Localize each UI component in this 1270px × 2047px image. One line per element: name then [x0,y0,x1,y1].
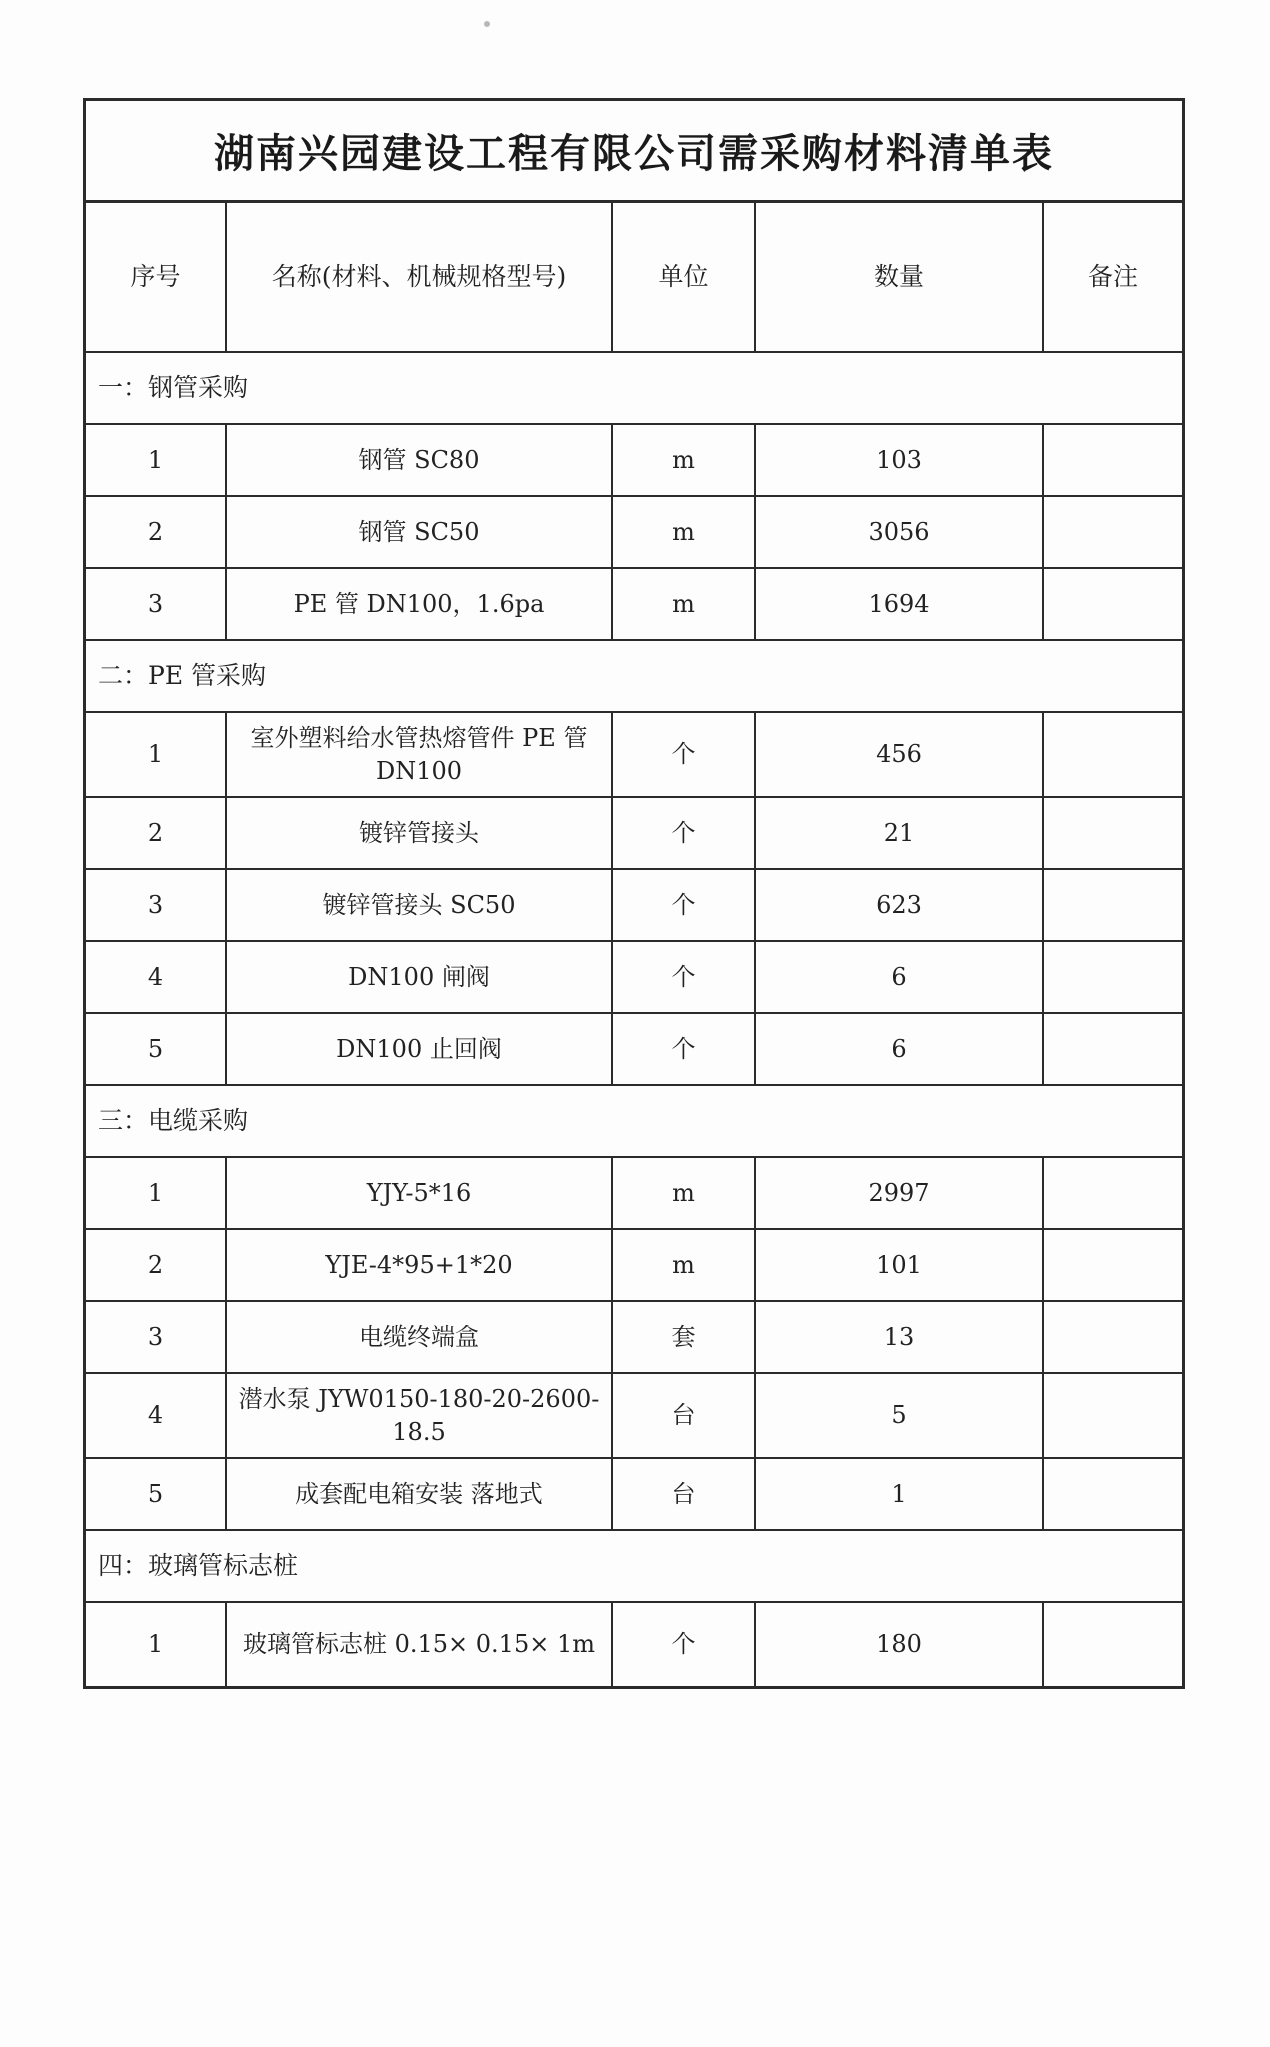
cell-unit: m [612,424,755,496]
cell-no: 4 [86,941,226,1013]
cell-remark [1043,712,1182,797]
cell-qty: 103 [755,424,1043,496]
header-no: 序号 [86,203,226,352]
cell-no: 1 [86,1602,226,1686]
cell-name: YJY-5*16 [226,1157,612,1229]
cell-qty: 3056 [755,496,1043,568]
section-heading: 三：电缆采购 [86,1085,1182,1157]
cell-qty: 623 [755,869,1043,941]
cell-no: 2 [86,1229,226,1301]
cell-no: 1 [86,424,226,496]
table-row [86,712,1182,797]
cell-unit: m [612,496,755,568]
cell-qty: 6 [755,1013,1043,1085]
section-heading: 二：PE 管采购 [86,640,1182,712]
cell-unit: 个 [612,1602,755,1686]
table-row [86,1602,1182,1686]
cell-qty: 6 [755,941,1043,1013]
cell-no: 3 [86,568,226,640]
table-row [86,424,1182,496]
cell-remark [1043,1373,1182,1458]
cell-qty: 456 [755,712,1043,797]
section-heading: 一：钢管采购 [86,352,1182,424]
cell-remark [1043,1013,1182,1085]
cell-remark [1043,424,1182,496]
cell-name: DN100 闸阀 [226,941,612,1013]
cell-remark [1043,496,1182,568]
cell-no: 4 [86,1373,226,1458]
cell-no: 3 [86,869,226,941]
table-row [86,869,1182,941]
cell-no: 1 [86,712,226,797]
section-row [86,1085,1182,1157]
cell-no: 1 [86,1157,226,1229]
cell-qty: 2997 [755,1157,1043,1229]
table-row [86,1301,1182,1373]
scan-speck [484,21,490,27]
cell-unit: 个 [612,941,755,1013]
cell-unit: 台 [612,1373,755,1458]
cell-name: PE 管 DN100，1.6pa [226,568,612,640]
section-row [86,352,1182,424]
cell-name: 玻璃管标志桩 0.15× 0.15× 1m [226,1602,612,1686]
table-row [86,1373,1182,1458]
cell-remark [1043,797,1182,869]
cell-name: 成套配电箱安装 落地式 [226,1458,612,1530]
cell-no: 2 [86,797,226,869]
table-row [86,797,1182,869]
section-row [86,1530,1182,1602]
cell-name: 室外塑料给水管热熔管件 PE 管 DN100 [226,712,612,797]
cell-unit: m [612,1229,755,1301]
table-row [86,1013,1182,1085]
cell-name: DN100 止回阀 [226,1013,612,1085]
cell-name: 钢管 SC80 [226,424,612,496]
cell-unit: 个 [612,712,755,797]
cell-qty: 21 [755,797,1043,869]
cell-unit: 个 [612,797,755,869]
cell-remark [1043,1157,1182,1229]
cell-unit: 个 [612,1013,755,1085]
table-row [86,568,1182,640]
header-name: 名称(材料、机械规格型号) [226,203,612,352]
cell-remark [1043,869,1182,941]
section-row [86,640,1182,712]
header-remark: 备注 [1043,203,1182,352]
materials-sheet [83,98,1185,1689]
header-qty: 数量 [755,203,1043,352]
cell-qty: 1694 [755,568,1043,640]
section-heading: 四：玻璃管标志桩 [86,1530,1182,1602]
cell-unit: 个 [612,869,755,941]
cell-remark [1043,1602,1182,1686]
cell-remark [1043,941,1182,1013]
cell-unit: m [612,1157,755,1229]
cell-unit: 台 [612,1458,755,1530]
cell-no: 5 [86,1458,226,1530]
cell-name: YJE-4*95+1*20 [226,1229,612,1301]
cell-remark [1043,1229,1182,1301]
materials-table [86,203,1182,1686]
table-row [86,1157,1182,1229]
cell-name: 镀锌管接头 SC50 [226,869,612,941]
header-unit: 单位 [612,203,755,352]
table-header-row [86,203,1182,352]
cell-remark [1043,1301,1182,1373]
cell-qty: 101 [755,1229,1043,1301]
cell-no: 2 [86,496,226,568]
table-row [86,1229,1182,1301]
cell-no: 3 [86,1301,226,1373]
cell-name: 潜水泵 JYW0150-180-20-2600-18.5 [226,1373,612,1458]
cell-qty: 13 [755,1301,1043,1373]
cell-remark [1043,1458,1182,1530]
cell-no: 5 [86,1013,226,1085]
cell-name: 镀锌管接头 [226,797,612,869]
cell-qty: 5 [755,1373,1043,1458]
cell-remark [1043,568,1182,640]
document-title: 湖南兴园建设工程有限公司需采购材料清单表 [86,101,1182,203]
cell-name: 钢管 SC50 [226,496,612,568]
cell-qty: 180 [755,1602,1043,1686]
cell-unit: 套 [612,1301,755,1373]
table-row [86,1458,1182,1530]
cell-name: 电缆终端盒 [226,1301,612,1373]
table-row [86,941,1182,1013]
table-row [86,496,1182,568]
cell-unit: m [612,568,755,640]
cell-qty: 1 [755,1458,1043,1530]
